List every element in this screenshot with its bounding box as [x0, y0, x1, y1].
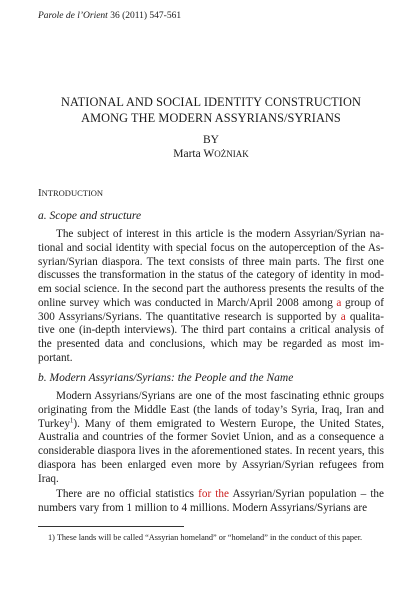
author-name: [38, 148, 384, 160]
paragraph-1-red-a: a: [336, 296, 342, 309]
article-title: [38, 94, 384, 126]
section-heading-initial: I: [38, 187, 42, 199]
paragraph-2-text-a: Modern Assyrians/Syrians are one of the most fascinating ethnic groups originating from the Middle East (the lands of today’s Syria, Iraq, Iran and Turkey: [38, 390, 384, 430]
paragraph-2: [38, 390, 384, 486]
paragraph-1-text-b: group of 300 Assyrians/Syrians. The quantitative research is supported by: [38, 296, 385, 323]
author-last-initial: W: [203, 148, 215, 160]
journal-volume: 36 (2011) 547-561: [110, 11, 182, 21]
paragraph-1-red-b: a: [340, 310, 346, 323]
running-head: [38, 11, 181, 21]
title-line-1: NATIONAL AND SOCIAL IDENTITY CONSTRUCTION: [61, 95, 361, 109]
paragraph-3-red: for the: [198, 488, 229, 500]
section-heading-rest: NTRODUCTION: [41, 188, 104, 198]
byline-by: BY: [203, 134, 219, 146]
author-last-rest: OŻNIAK: [214, 149, 249, 159]
paragraph-2-text-b: ). Many of them emigrated to Western Europe, the United States, Australia and countries of the former Soviet Union, and as a consequence a considerable diaspora lives in the aforementioned states. In recent years, this diaspora has been enlarged even more by Assyrian/Syrian refugees from Iraq.: [38, 417, 384, 485]
title-line-2: AMONG THE MODERN ASSYRIANS/SYRIANS: [81, 111, 341, 125]
author-first-name: Marta: [173, 148, 204, 160]
section-heading: [38, 187, 103, 199]
paragraph-3-text-b: Assyrian/Syrian population – the numbers vary from 1 million to 4 millions. Modern Assyrians/Syrians are: [38, 488, 384, 514]
paragraph-1: [38, 228, 384, 366]
footnote-divider: [38, 526, 184, 527]
paragraph-1-text-c: qualitative one (in-depth interviews). The third part contains a critical analysis of the presented data and conclusions, which may be regarded as most important.: [38, 310, 384, 364]
paragraph-1-text-a: The subject of interest in this article is the modern Assyrian/Syrian national and social identity with special focus on the autoperception of the Assyrian/Syrian diaspora. The text consists of three main parts. The first one discusses the transformation in the status of the category of identity in modem social science. In the second part the authoress presents the results of the online survey which was conducted in March/April 2008 among: [38, 228, 384, 309]
footnote-1: 1) These lands will be called “Assyrian homeland” or “homeland” in the conduct of this paper.: [48, 533, 363, 542]
subsection-b-heading: b. Modern Assyrians/Syrians: the People and the Name: [38, 372, 294, 384]
paragraph-3-text-a: There are no official statistics: [56, 488, 199, 500]
footnote-marker: 1: [69, 415, 74, 424]
subsection-a-heading: a. Scope and structure: [38, 210, 142, 222]
paragraph-3: [38, 488, 384, 516]
journal-name: Parole de l’Orient: [38, 11, 108, 21]
